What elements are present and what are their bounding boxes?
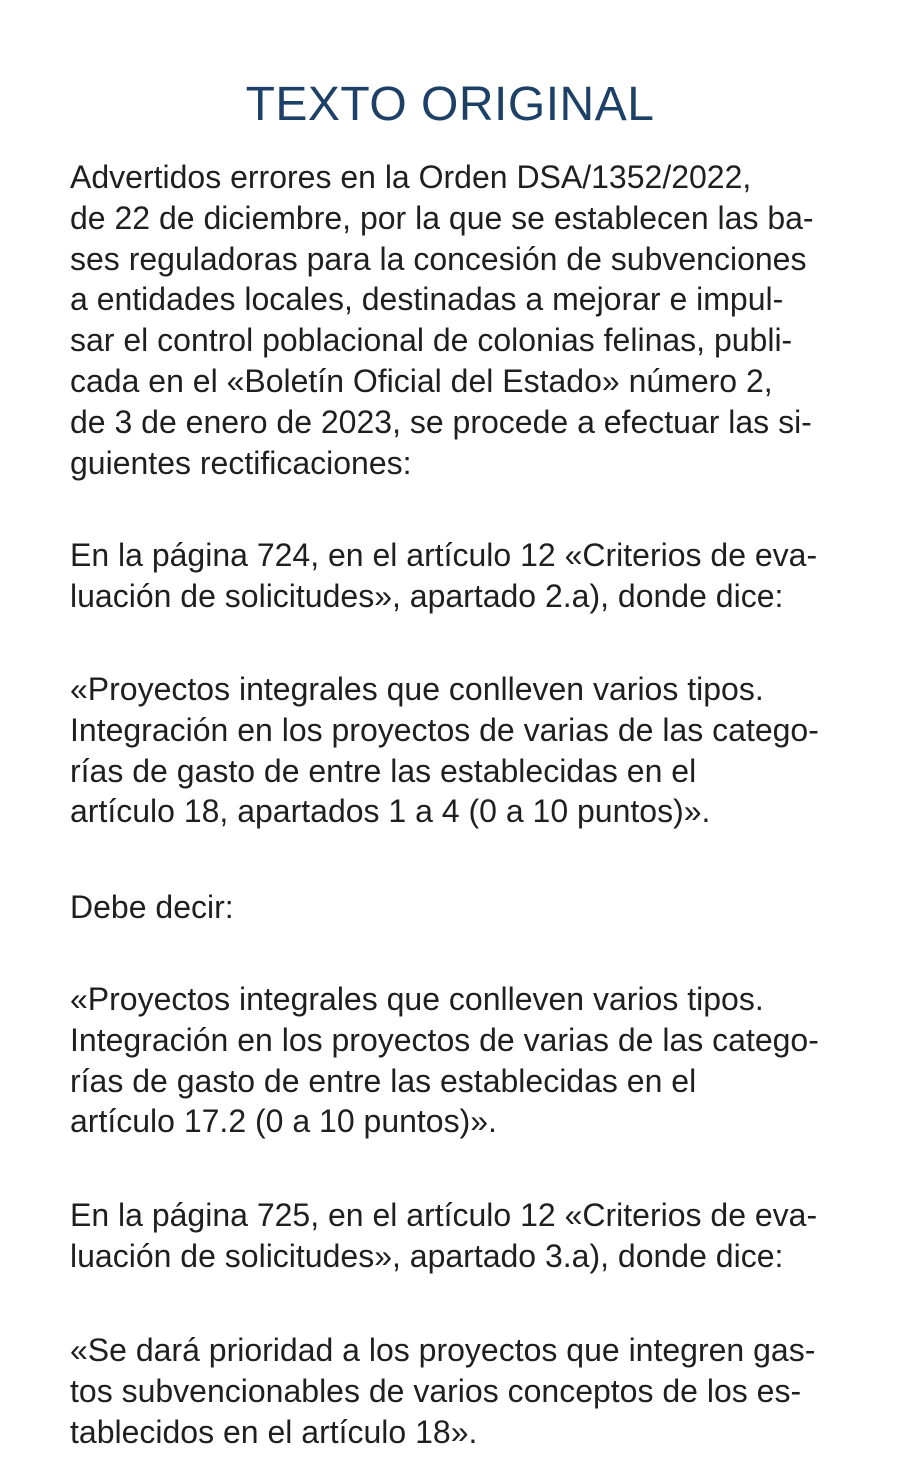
paragraph-line: rías de gasto de entre las establecidas en el bbox=[70, 1062, 697, 1099]
paragraph-line: Advertidos errores en la Orden DSA/1352/2022, bbox=[70, 159, 752, 195]
paragraph-line: «Se dará prioridad a los proyectos que integren gas- bbox=[70, 1332, 816, 1368]
paragraph-line: luación de solicitudes», apartado 3.a), donde dice: bbox=[70, 1237, 784, 1274]
paragraph-page-725 bbox=[70, 1195, 890, 1277]
paragraph-line: guientes rectificaciones: bbox=[70, 444, 412, 481]
paragraph-quote-725 bbox=[70, 1330, 890, 1452]
paragraph-line: artículo 18, apartados 1 a 4 (0 a 10 puntos)». bbox=[70, 793, 711, 830]
paragraph-quote-corrected bbox=[70, 979, 890, 1142]
paragraph-line: Integración en los proyectos de varias de las catego- bbox=[70, 711, 819, 748]
paragraph-line: de 22 de diciembre, por la que se establecen las ba- bbox=[70, 199, 814, 236]
paragraph-page-724 bbox=[70, 535, 890, 617]
paragraph-line: «Proyectos integrales que conlleven varios tipos. bbox=[70, 981, 764, 1017]
paragraph-line: rías de gasto de entre las establecidas en el bbox=[70, 752, 697, 789]
paragraph-line: a entidades locales, destinadas a mejorar e impul- bbox=[70, 281, 784, 318]
paragraph-line: ses reguladoras para la concesión de subvenciones bbox=[70, 240, 807, 277]
paragraph-quote-original bbox=[70, 669, 890, 832]
paragraph-line: tos subvencionables de varios conceptos de los es- bbox=[70, 1372, 802, 1409]
paragraph-line: En la página 724, en el artículo 12 «Criterios de eva- bbox=[70, 537, 818, 573]
page-title: TEXTO ORIGINAL bbox=[245, 78, 655, 132]
paragraph-line: Debe decir: bbox=[70, 889, 234, 925]
paragraph-line: cada en el «Boletín Oficial del Estado» número 2, bbox=[70, 362, 773, 399]
paragraph-line: artículo 17.2 (0 a 10 puntos)». bbox=[70, 1103, 497, 1140]
paragraph-line: «Proyectos integrales que conlleven varios tipos. bbox=[70, 671, 764, 707]
paragraph-line: de 3 de enero de 2023, se procede a efectuar las si- bbox=[70, 403, 812, 440]
paragraph-line: En la página 725, en el artículo 12 «Criterios de eva- bbox=[70, 1197, 818, 1233]
paragraph-line: tablecidos en el artículo 18». bbox=[70, 1413, 478, 1450]
paragraph-line: Integración en los proyectos de varias de las catego- bbox=[70, 1021, 819, 1058]
paragraph-line: luación de solicitudes», apartado 2.a), donde dice: bbox=[70, 577, 784, 614]
paragraph-line: sar el control poblacional de colonias felinas, publi- bbox=[70, 322, 793, 359]
paragraph-debe-decir bbox=[70, 887, 890, 928]
paragraph-intro bbox=[70, 157, 890, 483]
